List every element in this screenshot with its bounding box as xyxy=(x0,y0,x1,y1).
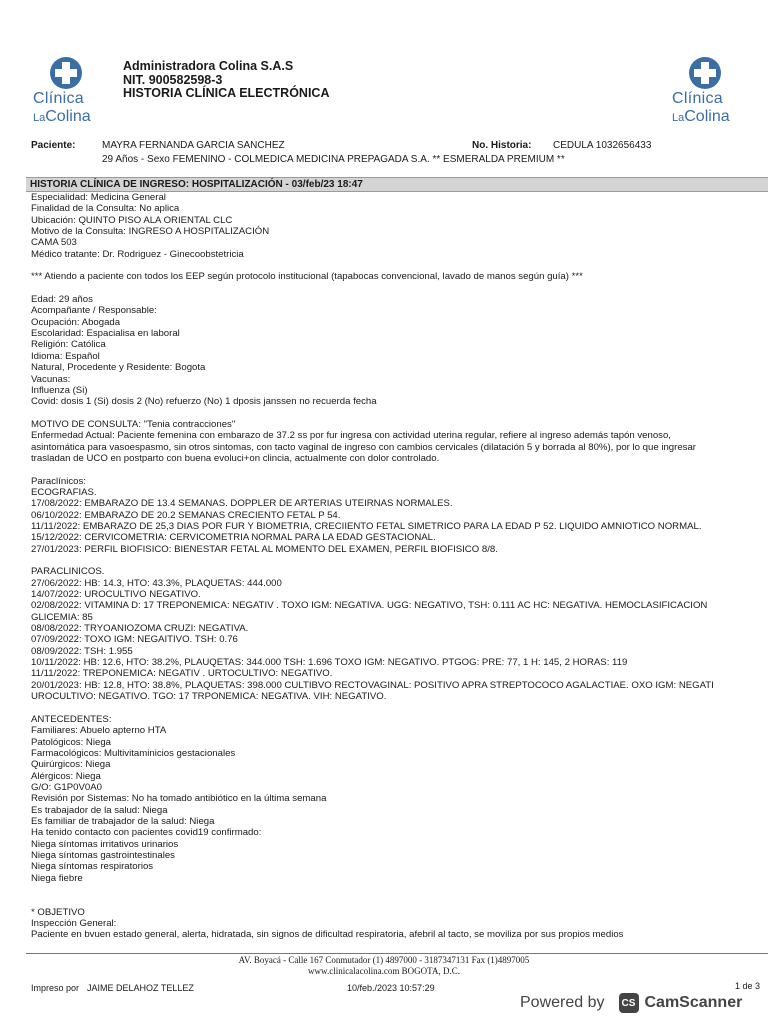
history-line: 07/09/2022: TOXO IGM: NEGAITIVO. TSH: 0.76 xyxy=(31,634,238,646)
history-line xyxy=(31,555,768,566)
company-name: Administradora Colina S.A.S xyxy=(123,59,294,73)
history-line: Covid: dosis 1 (Si) dosis 2 (No) refuerzo (No) 1 dposis janssen no recuerda fecha xyxy=(31,396,377,408)
history-line: Niega síntomas respiratorios xyxy=(31,861,154,873)
history-line: Farmacológicos: Multivitaminicios gestacionales xyxy=(31,747,236,759)
history-line: Niega fiebre xyxy=(31,872,83,884)
history-line: Escolaridad: Espacialisa en laboral xyxy=(31,328,180,340)
history-value: CEDULA 1032656433 xyxy=(553,140,652,151)
history-line: Niega síntomas irritativos urinarios xyxy=(31,838,179,850)
history-line: Religión: Católica xyxy=(31,339,106,351)
history-line: 06/10/2022: EMBARAZO DE 20.2 SEMANAS CRECIENTO FETAL P 54. xyxy=(31,509,341,521)
history-line: UROCULTIVO: NEGATIVO. TGO: 17 TRPONEMICA: NEGATIVA. VIH: NEGATIVO. xyxy=(31,691,387,703)
camscanner-brand: CamScanner xyxy=(644,994,743,1011)
history-line: PARACLINICOS. xyxy=(31,566,105,578)
printed-by-label: Impreso por xyxy=(31,983,80,993)
clinic-logo-right xyxy=(672,56,762,126)
history-line: 20/01/2023: HB: 12.8, HTO: 38.8%, PLAQUETAS: 398.000 CULTIBVO RECTOVAGINAL: POSITIVO APRA STREPTOCOCO AGALACTIAE. OXO IGM: NEGATI xyxy=(31,679,714,691)
history-line: *** Atiendo a paciente con todos los EEP según protocolo institucional (tapabocas convencional, lavado de manos según guía) *** xyxy=(31,271,583,283)
history-line: Ha tenido contacto con pacientes covid19 confirmado: xyxy=(31,827,262,839)
footer-web: www.clinicalacolina.com BOGOTA, D.C. xyxy=(308,966,460,976)
history-line: GLICEMIA: 85 xyxy=(31,611,93,623)
history-line: Alérgicos: Niega xyxy=(31,770,101,782)
history-line: 08/09/2022: TSH: 1.955 xyxy=(31,645,133,657)
printed-by-name: JAIME DELAHOZ TELLEZ xyxy=(87,983,194,993)
history-line: Paciente en bvuen estado general, alerta, hidratada, sin signos de dificultad respiratoria, afebril al tacto, se moviliza por sus propios medios xyxy=(31,929,624,941)
logo-text-line1: Clínica xyxy=(33,90,85,107)
history-line: MOTIVO DE CONSULTA: "Tenia contracciones" xyxy=(31,418,236,430)
history-line xyxy=(31,283,768,294)
history-line: trasladan de UCO en postparto con buena evoluci+on clincia, actualmente con dolor controlado. xyxy=(31,452,440,464)
history-line: Ocupación: Abogada xyxy=(31,316,121,328)
history-line: Especialidad: Medicina General xyxy=(31,192,166,203)
history-line: Médico tratante: Dr. Rodriguez - Ginecoobstetricia xyxy=(31,248,244,260)
history-line: Revisión por Sistemas: No ha tomado antibiótico en la última semana xyxy=(31,793,327,805)
history-line: 08/08/2022: TRYOANIOZOMA CRUZI: NEGATIVA. xyxy=(31,623,249,635)
patient-details: 29 Años - Sexo FEMENINO - COLMEDICA MEDICINA PREPAGADA S.A. ** ESMERALDA PREMIUM ** xyxy=(102,154,565,165)
history-label: No. Historia: xyxy=(472,140,532,151)
camscanner-logo-icon: CS xyxy=(619,993,639,1013)
camscanner-watermark xyxy=(520,990,742,1016)
history-line: Familiares: Abuelo apterno HTA xyxy=(31,725,167,737)
page-number: 1 de 3 xyxy=(735,981,761,991)
history-line: 11/11/2022: EMBARAZO DE 25,3 DIAS POR FUR Y BIOMETRIA, CRECIIENTO FETAL SIMETRICO PARA LA EDAD P 52. LIQUIDO AMNIOTICO NORMAL. xyxy=(31,520,702,532)
history-line: Acompañante / Responsable: xyxy=(31,305,157,317)
section-title-bar xyxy=(26,177,768,192)
history-line: Natural, Procedente y Residente: Bogota xyxy=(31,362,206,374)
patient-name: MAYRA FERNANDA GARCIA SANCHEZ xyxy=(102,140,285,151)
medical-cross-icon xyxy=(688,56,722,90)
history-line: Ubicación: QUINTO PISO ALA ORIENTAL CLC xyxy=(31,214,233,226)
history-line: 10/11/2022: HB: 12.6, HTO: 38.2%, PLAUQETAS: 344.000 TSH: 1.696 TOXO IGM: NEGATIVO. PTGOG: PRE: 77, 1 H: 145, 2 HORAS: 119 xyxy=(31,657,628,669)
history-line: Idioma: Español xyxy=(31,350,100,362)
history-line xyxy=(31,464,768,475)
logo-text-line2: LaColina xyxy=(33,108,91,125)
history-line xyxy=(31,895,768,906)
history-line: Niega síntomas gastrointestinales xyxy=(31,849,175,861)
printed-date: 10/feb./2023 10:57:29 xyxy=(347,983,435,993)
history-line xyxy=(31,260,768,271)
history-line: 27/06/2022: HB: 14.3, HTO: 43.3%, PLAQUETAS: 444.000 xyxy=(31,577,282,589)
section-title: HISTORIA CLÍNICA DE INGRESO: HOSPITALIZACIÓN - 03/feb/23 18:47 xyxy=(30,179,363,190)
logo-text-line2: LaColina xyxy=(672,108,730,125)
history-line: 11/11/2022: TREPONEMICA: NEGATIV . URTOCULTIVO: NEGATIVO. xyxy=(31,668,333,680)
history-line: 27/01/2023: PERFIL BIOFISICO: BIENESTAR FETAL AL MOMENTO DEL EXAMEN, PERFIL BIOFISICO 8/8. xyxy=(31,543,498,555)
footer-address: AV. Boyacá - Calle 167 Conmutador (1) 4897000 - 3187347131 Fax (1)4897005 xyxy=(238,955,530,965)
history-line: Es trabajador de la salud: Niega xyxy=(31,804,168,816)
history-line: asintomática para vasoespasmo, sin otros sintomas, con tacto vaginal de ingreso con cambios cervicales (dilatación 5 y borrada al 80%), por lo que ingresar xyxy=(31,441,696,453)
logo-text-line1: Clínica xyxy=(672,90,724,107)
patient-label: Paciente: xyxy=(31,140,76,151)
footer-divider xyxy=(26,953,768,954)
document-title: HISTORIA CLÍNICA ELECTRÓNICA xyxy=(123,86,330,100)
history-line: Edad: 29 años xyxy=(31,294,93,306)
document-header xyxy=(123,60,329,101)
history-line xyxy=(31,408,768,419)
history-line: Motivo de la Consulta: INGRESO A HOSPITALIZACIÓN xyxy=(31,226,270,238)
history-line: 14/07/2022: UROCULTIVO NEGATIVO. xyxy=(31,589,201,601)
history-line: Vacunas: xyxy=(31,373,71,385)
history-line: CAMA 503 xyxy=(31,237,77,249)
powered-by-text: Powered by xyxy=(520,994,605,1011)
history-line: Finalidad de la Consulta: No aplica xyxy=(31,203,180,215)
history-line: G/O: G1P0V0A0 xyxy=(31,781,102,793)
history-line: Es familiar de trabajador de la salud: Niega xyxy=(31,815,215,827)
history-line: * OBJETIVO xyxy=(31,906,85,918)
history-line: ECOGRAFIAS. xyxy=(31,486,97,498)
history-line: Patológicos: Niega xyxy=(31,736,111,748)
history-line xyxy=(31,884,768,895)
history-line: Influenza (Si) xyxy=(31,384,88,396)
history-line: 17/08/2022: EMBARAZO DE 13.4 SEMANAS. DOPPLER DE ARTERIAS UTEIRNAS NORMALES. xyxy=(31,498,453,510)
clinic-logo-left xyxy=(33,56,123,126)
history-line xyxy=(31,702,768,713)
clinical-history-body xyxy=(31,192,768,941)
company-nit: NIT. 900582598-3 xyxy=(123,72,223,87)
history-line: ANTECEDENTES: xyxy=(31,713,112,725)
history-line: Quirúrgicos: Niega xyxy=(31,759,111,771)
history-line: Paraclínicos: xyxy=(31,475,86,487)
medical-cross-icon xyxy=(49,56,83,90)
history-line: Enfermedad Actual: Paciente femenina con embarazo de 37.2 ss por fur ingresa con actividad uterina regular, refiere al ingreso además tapón venoso, xyxy=(31,430,671,442)
history-line: 15/12/2022: CERVICOMETRIA: CERVICOMETRIA NORMAL PARA LA EDAD GESTACIONAL. xyxy=(31,532,436,544)
history-line: Inspección General: xyxy=(31,918,117,929)
history-line: 02/08/2022: VITAMINA D: 17 TREPONEMICA: NEGATIV . TOXO IGM: NEGATIVA. UGG: NEGATIVO, TSH: 0.111 AC HC: NEGATIVA. HEMOCLASIFICACION xyxy=(31,600,708,612)
